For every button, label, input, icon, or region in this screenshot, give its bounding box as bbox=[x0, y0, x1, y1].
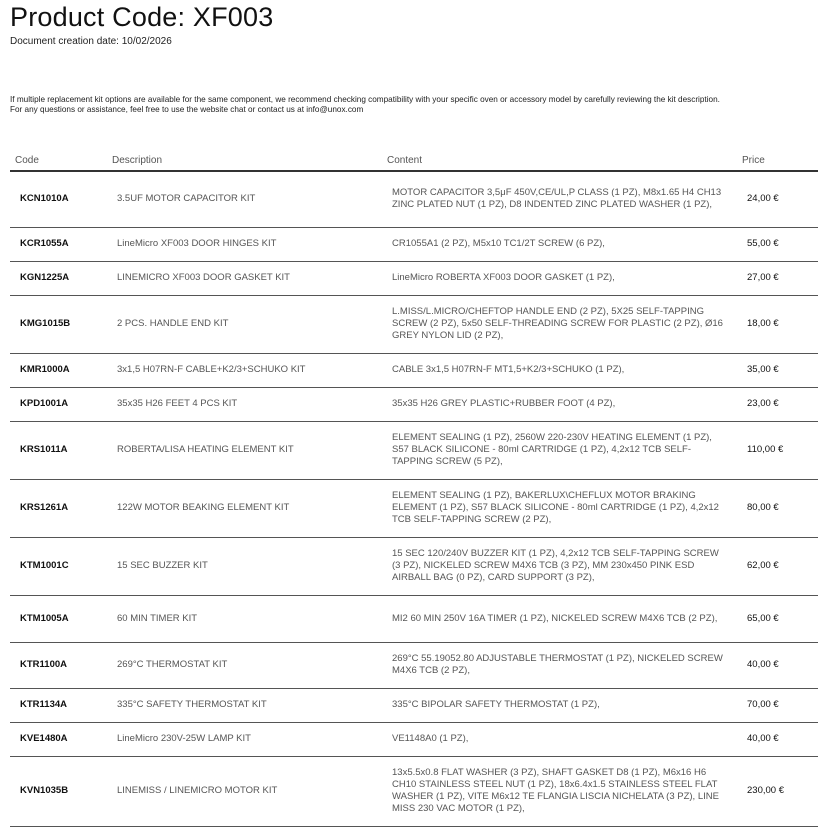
description-cell: 3x1,5 H07RN-F CABLE+K2/3+SCHUKO KIT bbox=[107, 353, 382, 387]
description-cell: 3.5UF MOTOR CAPACITOR KIT bbox=[107, 171, 382, 227]
content-cell: 13x5.5x0.8 FLAT WASHER (3 PZ), SHAFT GASKET D8 (1 PZ), M6x16 H6 CH10 STAINLESS STEEL NUT (1 PZ), 18x6.4x1.5 STAINLESS STEEL FLAT WASHER (1 PZ), VITE M6x12 TE FLANGIA LISCIA NICHELATA (3 PZ), LINE MISS 230 VAC MOTOR (1 PZ), bbox=[382, 756, 737, 826]
kit-table bbox=[10, 150, 818, 827]
code-cell: KTR1134A bbox=[10, 688, 107, 722]
content-cell: CR1055A1 (2 PZ), M5x10 TC1/2T SCREW (6 PZ), bbox=[382, 227, 737, 261]
description-cell: 269°C THERMOSTAT KIT bbox=[107, 642, 382, 688]
table-body bbox=[10, 171, 818, 826]
content-cell: 335°C BIPOLAR SAFETY THERMOSTAT (1 PZ), bbox=[382, 688, 737, 722]
price-cell: 70,00 € bbox=[737, 688, 818, 722]
description-cell: 15 SEC BUZZER KIT bbox=[107, 537, 382, 595]
description-cell: LineMicro 230V-25W LAMP KIT bbox=[107, 722, 382, 756]
price-cell: 230,00 € bbox=[737, 756, 818, 826]
description-cell: LINEMICRO XF003 DOOR GASKET KIT bbox=[107, 261, 382, 295]
price-cell: 35,00 € bbox=[737, 353, 818, 387]
column-header-price: Price bbox=[737, 150, 818, 171]
price-cell: 62,00 € bbox=[737, 537, 818, 595]
description-cell: 35x35 H26 FEET 4 PCS KIT bbox=[107, 387, 382, 421]
table-row bbox=[10, 756, 818, 826]
creation-date: Document creation date: 10/02/2026 bbox=[10, 36, 172, 47]
table-row bbox=[10, 642, 818, 688]
code-cell: KCR1055A bbox=[10, 227, 107, 261]
description-cell: 2 PCS. HANDLE END KIT bbox=[107, 295, 382, 353]
price-cell: 40,00 € bbox=[737, 722, 818, 756]
table-row bbox=[10, 595, 818, 642]
content-cell: MI2 60 MIN 250V 16A TIMER (1 PZ), NICKELED SCREW M4X6 TCB (2 PZ), bbox=[382, 595, 737, 642]
notes bbox=[10, 95, 720, 115]
description-cell: ROBERTA/LISA HEATING ELEMENT KIT bbox=[107, 421, 382, 479]
table-row bbox=[10, 387, 818, 421]
description-cell: LineMicro XF003 DOOR HINGES KIT bbox=[107, 227, 382, 261]
content-cell: 269°C 55.19052.80 ADJUSTABLE THERMOSTAT (1 PZ), NICKELED SCREW M4X6 TCB (2 PZ), bbox=[382, 642, 737, 688]
code-cell: KTR1100A bbox=[10, 642, 107, 688]
code-cell: KTM1005A bbox=[10, 595, 107, 642]
table-row bbox=[10, 722, 818, 756]
table-header-row bbox=[10, 150, 818, 171]
content-cell: 15 SEC 120/240V BUZZER KIT (1 PZ), 4,2x12 TCB SELF-TAPPING SCREW (3 PZ), NICKELED SCREW M4X6 TCB (3 PZ), MM 230x450 PINK ESD AIRBALL BAG (0 PZ), CARD SUPPORT (3 PZ), bbox=[382, 537, 737, 595]
table-row bbox=[10, 261, 818, 295]
column-header-content: Content bbox=[382, 150, 737, 171]
table-row bbox=[10, 421, 818, 479]
table-row bbox=[10, 171, 818, 227]
table-row bbox=[10, 688, 818, 722]
page-title: Product Code: XF003 bbox=[10, 2, 274, 32]
description-cell: LINEMISS / LINEMICRO MOTOR KIT bbox=[107, 756, 382, 826]
code-cell: KVN1035B bbox=[10, 756, 107, 826]
content-cell: L.MISS/L.MICRO/CHEFTOP HANDLE END (2 PZ), 5X25 SELF-TAPPING SCREW (2 PZ), 5x50 SELF-THREADING SCREW FOR PLASTIC (2 PZ), Ø16 GREY NYLON LID (2 PZ), bbox=[382, 295, 737, 353]
table-row bbox=[10, 479, 818, 537]
price-cell: 27,00 € bbox=[737, 261, 818, 295]
code-cell: KMR1000A bbox=[10, 353, 107, 387]
price-cell: 55,00 € bbox=[737, 227, 818, 261]
price-cell: 80,00 € bbox=[737, 479, 818, 537]
description-cell: 122W MOTOR BEAKING ELEMENT KIT bbox=[107, 479, 382, 537]
code-cell: KVE1480A bbox=[10, 722, 107, 756]
table-row bbox=[10, 537, 818, 595]
code-cell: KRS1261A bbox=[10, 479, 107, 537]
code-cell: KMG1015B bbox=[10, 295, 107, 353]
price-cell: 110,00 € bbox=[737, 421, 818, 479]
note-compatibility: If multiple replacement kit options are available for the same component, we recommend checking compatibility with your specific oven or accessory model by carefully reviewing the kit description. bbox=[10, 95, 720, 104]
note-contact: For any questions or assistance, feel free to use the website chat or contact us at info@unox.com bbox=[10, 105, 364, 114]
table-row bbox=[10, 227, 818, 261]
table-row bbox=[10, 295, 818, 353]
content-cell: MOTOR CAPACITOR 3,5μF 450V,CE/UL,P CLASS (1 PZ), M8x1.65 H4 CH13 ZINC PLATED NUT (1 PZ), D8 INDENTED ZINC PLATED WASHER (1 PZ), bbox=[382, 171, 737, 227]
description-cell: 60 MIN TIMER KIT bbox=[107, 595, 382, 642]
content-cell: LineMicro ROBERTA XF003 DOOR GASKET (1 PZ), bbox=[382, 261, 737, 295]
price-cell: 18,00 € bbox=[737, 295, 818, 353]
table-row bbox=[10, 353, 818, 387]
column-header-code: Code bbox=[10, 150, 107, 171]
content-cell: VE1148A0 (1 PZ), bbox=[382, 722, 737, 756]
price-cell: 40,00 € bbox=[737, 642, 818, 688]
code-cell: KTM1001C bbox=[10, 537, 107, 595]
content-cell: CABLE 3x1,5 H07RN-F MT1,5+K2/3+SCHUKO (1 PZ), bbox=[382, 353, 737, 387]
price-cell: 23,00 € bbox=[737, 387, 818, 421]
price-cell: 24,00 € bbox=[737, 171, 818, 227]
description-cell: 335°C SAFETY THERMOSTAT KIT bbox=[107, 688, 382, 722]
column-header-description: Description bbox=[107, 150, 382, 171]
content-cell: ELEMENT SEALING (1 PZ), 2560W 220-230V HEATING ELEMENT (1 PZ), S57 BLACK SILICONE - 80ml CARTRIDGE (1 PZ), 4,2x12 TCB SELF-TAPPING SCREW (5 PZ), bbox=[382, 421, 737, 479]
price-cell: 65,00 € bbox=[737, 595, 818, 642]
code-cell: KGN1225A bbox=[10, 261, 107, 295]
content-cell: 35x35 H26 GREY PLASTIC+RUBBER FOOT (4 PZ), bbox=[382, 387, 737, 421]
content-cell: ELEMENT SEALING (1 PZ), BAKERLUX\CHEFLUX MOTOR BRAKING ELEMENT (1 PZ), S57 BLACK SILICONE - 80ml CARTRIDGE (1 PZ), 4,2x12 TCB SELF-TAPPING SCREW (2 PZ), bbox=[382, 479, 737, 537]
code-cell: KCN1010A bbox=[10, 171, 107, 227]
code-cell: KRS1011A bbox=[10, 421, 107, 479]
code-cell: KPD1001A bbox=[10, 387, 107, 421]
